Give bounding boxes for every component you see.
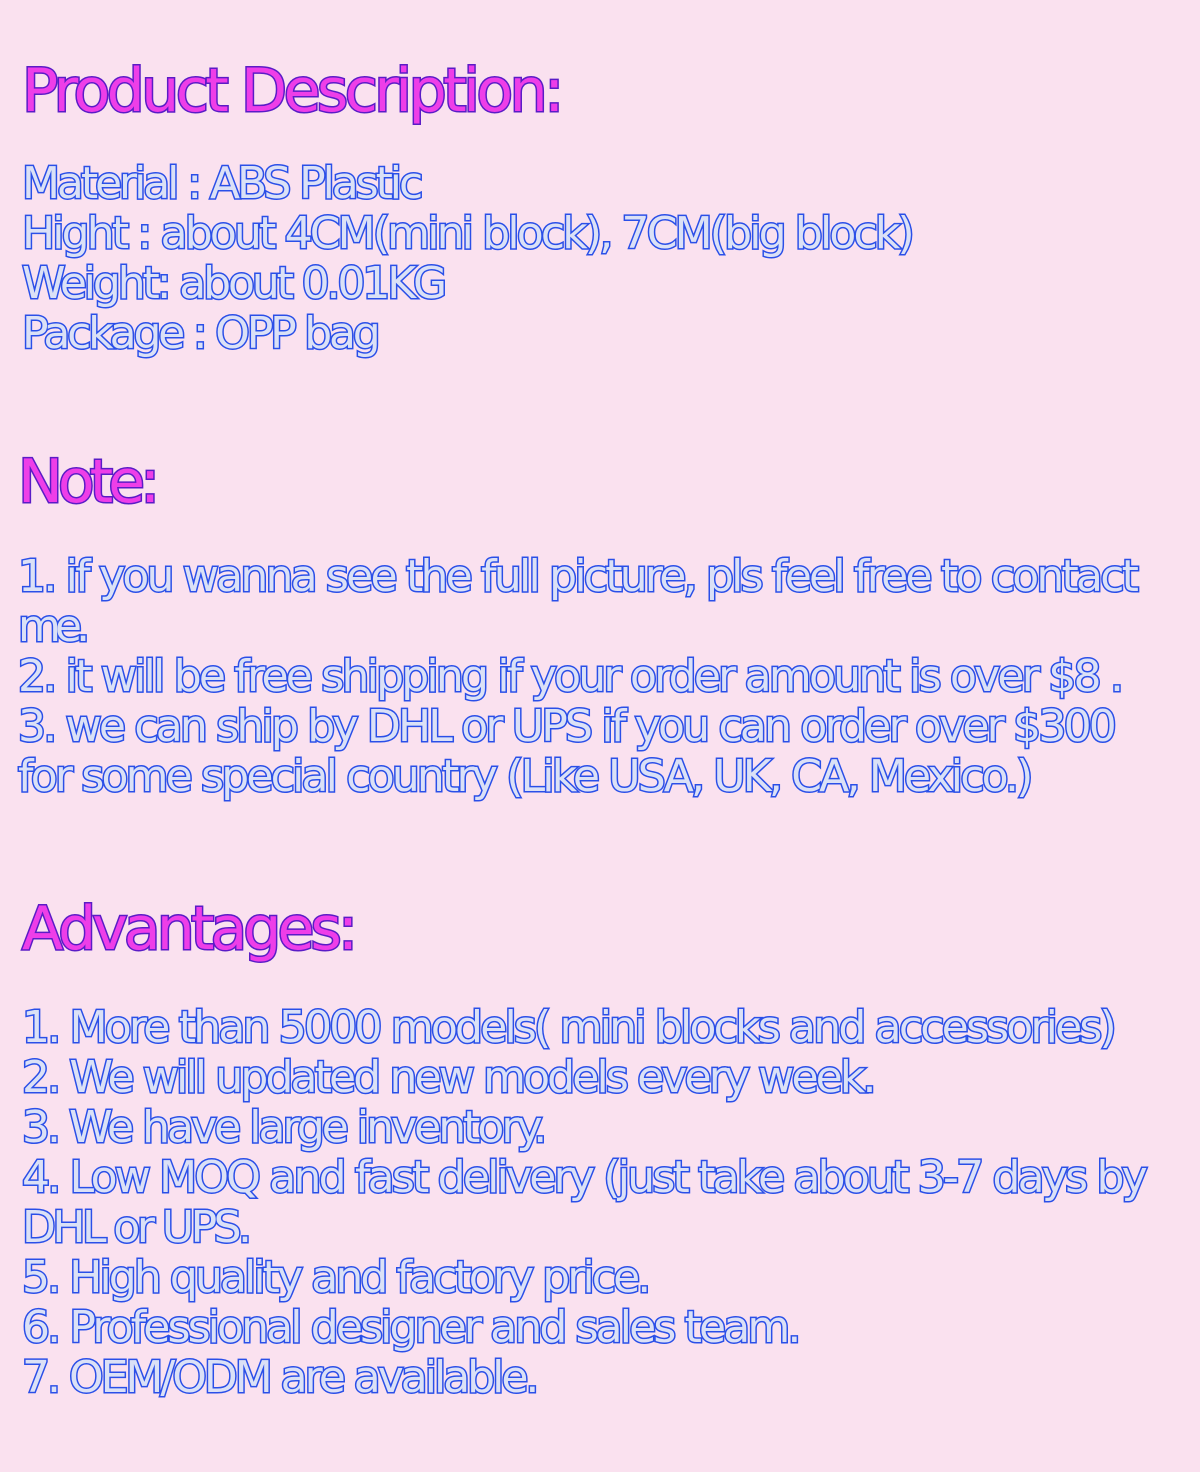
advantage-line: 7. OEM/ODM are available. (22, 1352, 537, 1403)
product-description-list (0, 159, 1200, 359)
advantage-line: 4. Low MOQ and fast delivery (just take about 3-7 days by (22, 1152, 1145, 1203)
note-line: for some special country (Like USA, UK, CA, Mexico.) (18, 751, 1031, 802)
note-line: 2. it will be free shipping if your order amount is over $8 . (18, 651, 1122, 702)
height-line: Hight : about 4CM(mini block), 7CM(big block) (22, 208, 912, 259)
advantages-heading: Advantages: (22, 894, 355, 964)
material-line: Material : ABS Plastic (22, 158, 421, 209)
package-line: Package : OPP bag (22, 308, 378, 359)
advantage-line: 2. We will updated new models every week. (22, 1052, 874, 1103)
advantage-line: 3. We have large inventory. (22, 1102, 545, 1153)
product-description-heading: Product Description: (22, 56, 561, 126)
note-line: 1. if you wanna see the full picture, pls feel free to contact (18, 551, 1137, 602)
note-section (0, 446, 1200, 802)
advantage-line: 1. More than 5000 models( mini blocks and accessories) (22, 1002, 1114, 1053)
note-line: me. (18, 601, 85, 652)
note-heading: Note: (18, 447, 156, 517)
advantage-line: DHL or UPS. (22, 1202, 249, 1253)
advantages-section (0, 893, 1200, 1403)
product-description-section (0, 55, 1200, 359)
advantage-line: 5. High quality and factory price. (22, 1252, 649, 1303)
advantages-list (0, 1003, 1200, 1403)
note-list (0, 552, 1200, 802)
weight-line: Weight: about 0.01KG (22, 258, 444, 309)
note-line: 3. we can ship by DHL or UPS if you can order over $300 (18, 701, 1115, 752)
advantage-line: 6. Professional designer and sales team. (22, 1302, 799, 1353)
